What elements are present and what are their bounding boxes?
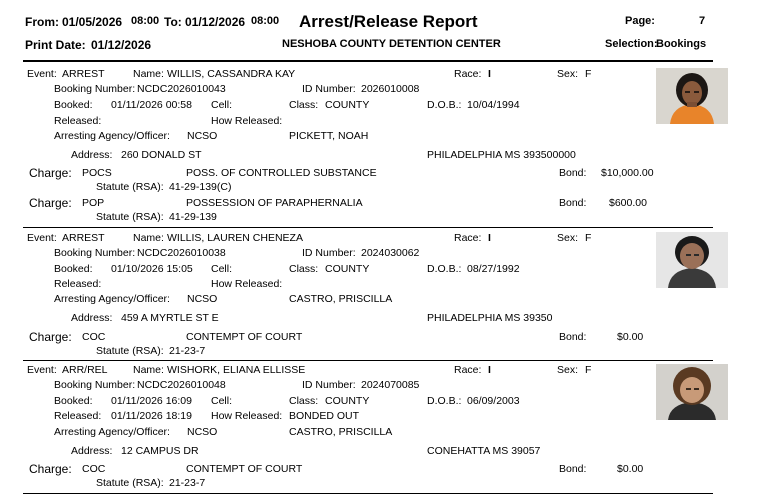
statute-label: Statute (RSA): [96, 477, 164, 489]
arresting-label: Arresting Agency/Officer: [54, 293, 170, 305]
id-number-label: ID Number: [302, 83, 356, 95]
statute-value: 41-29-139 [169, 211, 217, 223]
to-time: 08:00 [251, 15, 280, 27]
mugshot-image [656, 364, 728, 420]
race-value: I [488, 364, 491, 376]
dob-label: D.O.B.: [427, 263, 462, 275]
sex-label: Sex: [557, 364, 579, 376]
released-label: Released: [54, 410, 102, 422]
statute-label: Statute (RSA): [96, 211, 164, 223]
booked-label: Booked: [54, 263, 93, 275]
charge-label: Charge: [29, 462, 72, 476]
name-label: Name: [133, 68, 164, 80]
address-label: Address: [71, 445, 113, 457]
bond-amount: $0.00 [617, 463, 644, 475]
address-city: CONEHATTA MS 39057 [427, 445, 541, 457]
arresting-agency: NCSO [187, 293, 218, 305]
name-label: Name: [133, 364, 164, 376]
sex-value: F [585, 364, 592, 376]
from-date: 01/05/2026 [62, 15, 123, 29]
id-number: 2024070085 [361, 379, 420, 391]
charge-description: CONTEMPT OF COURT [186, 331, 303, 343]
person-name: WISHORK, ELIANA ELLISSE [167, 364, 306, 376]
bond-amount: $600.00 [609, 197, 647, 209]
arresting-agency: NCSO [187, 130, 218, 142]
arresting-label: Arresting Agency/Officer: [54, 130, 170, 142]
person-name: WILLIS, LAUREN CHENEZA [167, 232, 303, 244]
booking-photo [656, 68, 728, 124]
page-number: 7 [699, 15, 706, 27]
sex-label: Sex: [557, 68, 579, 80]
race-label: Race: [454, 232, 482, 244]
sex-value: F [585, 232, 592, 244]
booked-label: Booked: [54, 99, 93, 111]
record-divider [23, 360, 713, 361]
booking-number-label: Booking Number: [54, 247, 136, 259]
person-name: WILLIS, CASSANDRA KAY [167, 68, 296, 80]
statute-label: Statute (RSA): [96, 345, 164, 357]
charge-label: Charge: [29, 166, 72, 180]
charge-code: COC [82, 463, 106, 475]
how-released-label: How Released: [211, 278, 283, 290]
race-label: Race: [454, 364, 482, 376]
released-label: Released: [54, 278, 102, 290]
how-released-label: How Released: [211, 410, 283, 422]
bond-label: Bond: [559, 463, 587, 475]
statute-value: 21-23-7 [169, 345, 206, 357]
bond-amount: $0.00 [617, 331, 644, 343]
dob-value: 08/27/1992 [467, 263, 520, 275]
sex-label: Sex: [557, 232, 579, 244]
booking-photo [656, 232, 728, 288]
cell-label: Cell: [211, 395, 233, 407]
from-time: 08:00 [131, 15, 160, 27]
dob-label: D.O.B.: [427, 99, 462, 111]
dob-label: D.O.B.: [427, 395, 462, 407]
header-divider [23, 60, 713, 62]
how-released-value: BONDED OUT [289, 410, 360, 422]
class-value: COUNTY [325, 263, 370, 275]
bond-label: Bond: [559, 331, 587, 343]
arresting-officer: PICKETT, NOAH [289, 130, 369, 142]
address-label: Address: [71, 312, 113, 324]
charge-code: COC [82, 331, 106, 343]
charge-code: POP [82, 197, 105, 209]
booked-datetime: 01/11/2026 16:09 [111, 395, 192, 407]
released-datetime: 01/11/2026 18:19 [111, 410, 192, 422]
event-type: ARREST [62, 68, 105, 80]
print-date-label: Print Date: [25, 38, 86, 52]
race-value: I [488, 232, 491, 244]
event-type: ARR/REL [62, 364, 108, 376]
record-divider [23, 493, 713, 494]
mugshot-image [656, 68, 728, 124]
name-label: Name: [133, 232, 164, 244]
released-label: Released: [54, 115, 102, 127]
sex-value: F [585, 68, 592, 80]
address-label: Address: [71, 149, 113, 161]
page-label: Page: [625, 15, 655, 27]
address-city: PHILADELPHIA MS 393500000 [427, 149, 576, 161]
dob-value: 10/04/1994 [467, 99, 520, 111]
arresting-officer: CASTRO, PRISCILLA [289, 426, 393, 438]
event-label: Event: [27, 364, 57, 376]
class-label: Class: [289, 263, 319, 275]
id-number-label: ID Number: [302, 247, 356, 259]
race-value: I [488, 68, 491, 80]
how-released-label: How Released: [211, 115, 283, 127]
charge-label: Charge: [29, 330, 72, 344]
class-label: Class: [289, 395, 319, 407]
dob-value: 06/09/2003 [467, 395, 520, 407]
statute-value: 21-23-7 [169, 477, 206, 489]
to-date: 01/12/2026 [185, 15, 246, 29]
class-value: COUNTY [325, 99, 370, 111]
bond-label: Bond: [559, 167, 587, 179]
address-city: PHILADELPHIA MS 39350 [427, 312, 553, 324]
report-title: Arrest/Release Report [299, 12, 478, 31]
booking-number: NCDC2026010048 [137, 379, 226, 391]
to-label: To: [164, 15, 182, 29]
booked-label: Booked: [54, 395, 93, 407]
booked-datetime: 01/10/2026 15:05 [111, 263, 193, 275]
address-street: 12 CAMPUS DR [121, 445, 199, 457]
bond-label: Bond: [559, 197, 587, 209]
booked-datetime: 01/11/2026 00:58 [111, 99, 192, 111]
event-type: ARREST [62, 232, 105, 244]
class-value: COUNTY [325, 395, 370, 407]
facility-name: NESHOBA COUNTY DETENTION CENTER [282, 38, 501, 50]
booking-number-label: Booking Number: [54, 83, 136, 95]
charge-label: Charge: [29, 196, 72, 210]
selection-value: Bookings [656, 38, 707, 50]
arresting-label: Arresting Agency/Officer: [54, 426, 170, 438]
print-date: 01/12/2026 [91, 38, 152, 52]
booking-number: NCDC2026010038 [137, 247, 226, 259]
race-label: Race: [454, 68, 482, 80]
address-street: 260 DONALD ST [121, 149, 202, 161]
charge-description: CONTEMPT OF COURT [186, 463, 303, 475]
from-label: From: [25, 15, 59, 29]
id-number: 2026010008 [361, 83, 420, 95]
class-label: Class: [289, 99, 319, 111]
address-street: 459 A MYRTLE ST E [121, 312, 219, 324]
selection-label: Selection: [605, 38, 658, 50]
charge-description: POSS. OF CONTROLLED SUBSTANCE [186, 167, 377, 179]
arresting-officer: CASTRO, PRISCILLA [289, 293, 393, 305]
id-number-label: ID Number: [302, 379, 356, 391]
event-label: Event: [27, 68, 57, 80]
booking-number-label: Booking Number: [54, 379, 136, 391]
mugshot-image [656, 232, 728, 288]
statute-value: 41-29-139(C) [169, 181, 232, 193]
charge-code: POCS [82, 167, 112, 179]
charge-description: POSSESSION OF PARAPHERNALIA [186, 197, 363, 209]
cell-label: Cell: [211, 263, 233, 275]
event-label: Event: [27, 232, 57, 244]
id-number: 2024030062 [361, 247, 420, 259]
record-divider [23, 227, 713, 228]
booking-photo [656, 364, 728, 420]
arresting-agency: NCSO [187, 426, 218, 438]
booking-number: NCDC2026010043 [137, 83, 226, 95]
cell-label: Cell: [211, 99, 233, 111]
statute-label: Statute (RSA): [96, 181, 164, 193]
bond-amount: $10,000.00 [601, 167, 654, 179]
